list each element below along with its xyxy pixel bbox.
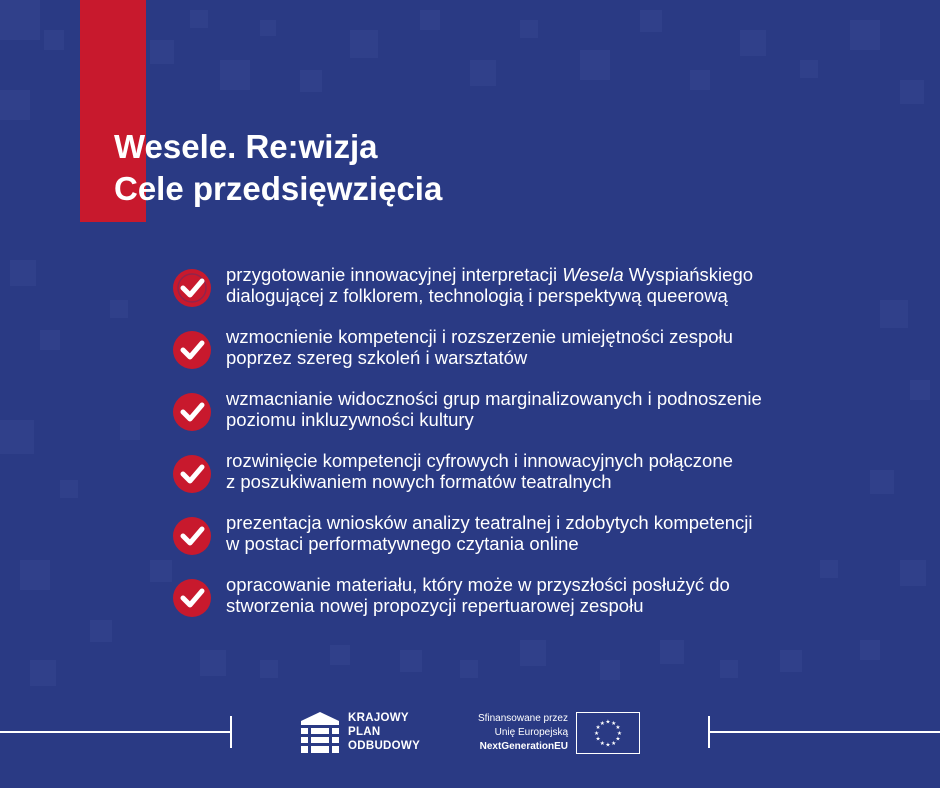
- goal-line-2: stworzenia nowej propozycji repertuarowej zespołu: [226, 595, 644, 616]
- background-square: [190, 10, 208, 28]
- background-square: [640, 10, 662, 32]
- goal-line-2: z poszukiwaniem nowych formatów teatralnych: [226, 471, 612, 492]
- kpo-line-1: KRAJOWY: [348, 712, 409, 724]
- background-square: [260, 660, 278, 678]
- list-item: [172, 326, 872, 388]
- goal-line-2: dialogującej z folklorem, technologią i perspektywą queerową: [226, 285, 728, 306]
- check-circle-icon: [172, 330, 212, 370]
- background-square: [400, 650, 422, 672]
- eu-star-icon: ★: [605, 719, 611, 726]
- background-square: [30, 660, 56, 686]
- goal-line-2: poziomu inkluzywności kultury: [226, 409, 474, 430]
- footer-divider-right-tick: [708, 716, 710, 748]
- goal-title-italic: Wesela: [562, 264, 624, 285]
- eu-star-icon: ★: [615, 725, 621, 732]
- kpo-logo-text: [348, 711, 420, 753]
- title-line-1: Wesele. Re:wizja: [114, 128, 378, 165]
- eu-star-icon: ★: [611, 721, 617, 728]
- eu-funding-text: [448, 712, 568, 754]
- background-square: [110, 300, 128, 318]
- footer-divider-left-tick: [230, 716, 232, 748]
- list-item: [172, 388, 872, 450]
- kpo-line-3: ODBUDOWY: [348, 740, 421, 752]
- eu-line-3: NextGenerationEU: [479, 741, 568, 752]
- goal-text: [226, 512, 876, 554]
- building-icon: [300, 711, 340, 755]
- background-square: [900, 560, 926, 586]
- footer-divider-right: [710, 731, 940, 733]
- background-square: [10, 260, 36, 286]
- list-item: [172, 264, 872, 326]
- eu-star-icon: ★: [615, 736, 621, 743]
- eu-star-icon: ★: [599, 740, 605, 747]
- goal-text: [226, 388, 876, 430]
- check-circle-icon: [172, 516, 212, 556]
- background-square: [420, 10, 440, 30]
- background-square: [90, 620, 112, 642]
- background-square: [740, 30, 766, 56]
- eu-flag-icon: [576, 712, 640, 754]
- goal-line-1: [226, 264, 876, 285]
- background-square: [150, 40, 174, 64]
- goal-line-1: wzmacnianie widoczności grup marginalizowanych i podnoszenie: [226, 388, 762, 409]
- background-square: [660, 640, 684, 664]
- goal-text: [226, 450, 876, 492]
- background-square: [460, 660, 478, 678]
- check-circle-icon: [172, 268, 212, 308]
- background-square: [260, 20, 276, 36]
- footer-divider-left: [0, 731, 230, 733]
- goal-line-1: wzmocnienie kompetencji i rozszerzenie umiejętności zespołu: [226, 326, 733, 347]
- goal-text: [226, 574, 876, 616]
- goal-text-part: przygotowanie innowacyjnej interpretacji: [226, 264, 563, 285]
- background-square: [0, 0, 40, 40]
- background-square: [200, 650, 226, 676]
- check-circle-icon: [172, 454, 212, 494]
- background-square: [0, 420, 34, 454]
- background-square: [350, 30, 378, 58]
- eu-star-icon: ★: [605, 742, 611, 749]
- background-square: [300, 70, 322, 92]
- background-square: [120, 420, 140, 440]
- list-item: [172, 574, 872, 636]
- background-square: [580, 50, 610, 80]
- background-square: [0, 90, 30, 120]
- background-square: [220, 60, 250, 90]
- background-square: [20, 560, 50, 590]
- background-square: [520, 640, 546, 666]
- background-square: [880, 300, 908, 328]
- kpo-line-2: PLAN: [348, 726, 381, 738]
- eu-star-icon: ★: [595, 725, 601, 732]
- eu-star-icon: ★: [616, 730, 622, 737]
- background-square: [780, 650, 802, 672]
- background-square: [690, 70, 710, 90]
- background-square: [520, 20, 538, 38]
- goal-line-1: opracowanie materiału, który może w przyszłości posłużyć do: [226, 574, 730, 595]
- check-circle-icon: [172, 578, 212, 618]
- background-square: [910, 380, 930, 400]
- background-square: [470, 60, 496, 86]
- goal-text-part: Wyspiańskiego: [623, 264, 754, 285]
- eu-star-icon: ★: [595, 736, 601, 743]
- goal-line-1: rozwinięcie kompetencji cyfrowych i innowacyjnych połączone: [226, 450, 733, 471]
- background-square: [150, 560, 172, 582]
- eu-star-icon: ★: [594, 730, 600, 737]
- background-square: [60, 480, 78, 498]
- list-item: [172, 512, 872, 574]
- goal-text: [226, 264, 876, 306]
- background-square: [720, 660, 738, 678]
- page-title: [114, 126, 442, 210]
- goal-line-2: poprzez szereg szkoleń i warsztatów: [226, 347, 528, 368]
- eu-star-icon: ★: [611, 740, 617, 747]
- goal-text: [226, 326, 876, 368]
- background-square: [900, 80, 924, 104]
- eu-line-2: Unię Europejską: [494, 727, 568, 738]
- title-line-2: Cele przedsięwzięcia: [114, 170, 443, 207]
- background-square: [40, 330, 60, 350]
- eu-line-1: Sfinansowane przez: [477, 713, 568, 724]
- background-square: [600, 660, 620, 680]
- goals-list: [172, 264, 872, 636]
- background-square: [800, 60, 818, 78]
- goal-line-1: prezentacja wniosków analizy teatralnej i zdobytych kompetencji: [226, 512, 753, 533]
- background-square: [850, 20, 880, 50]
- list-item: [172, 450, 872, 512]
- background-square: [860, 640, 880, 660]
- check-circle-icon: [172, 392, 212, 432]
- background-square: [44, 30, 64, 50]
- background-square: [330, 645, 350, 665]
- eu-star-icon: ★: [599, 721, 605, 728]
- goal-line-2: w postaci performatywnego czytania online: [226, 533, 579, 554]
